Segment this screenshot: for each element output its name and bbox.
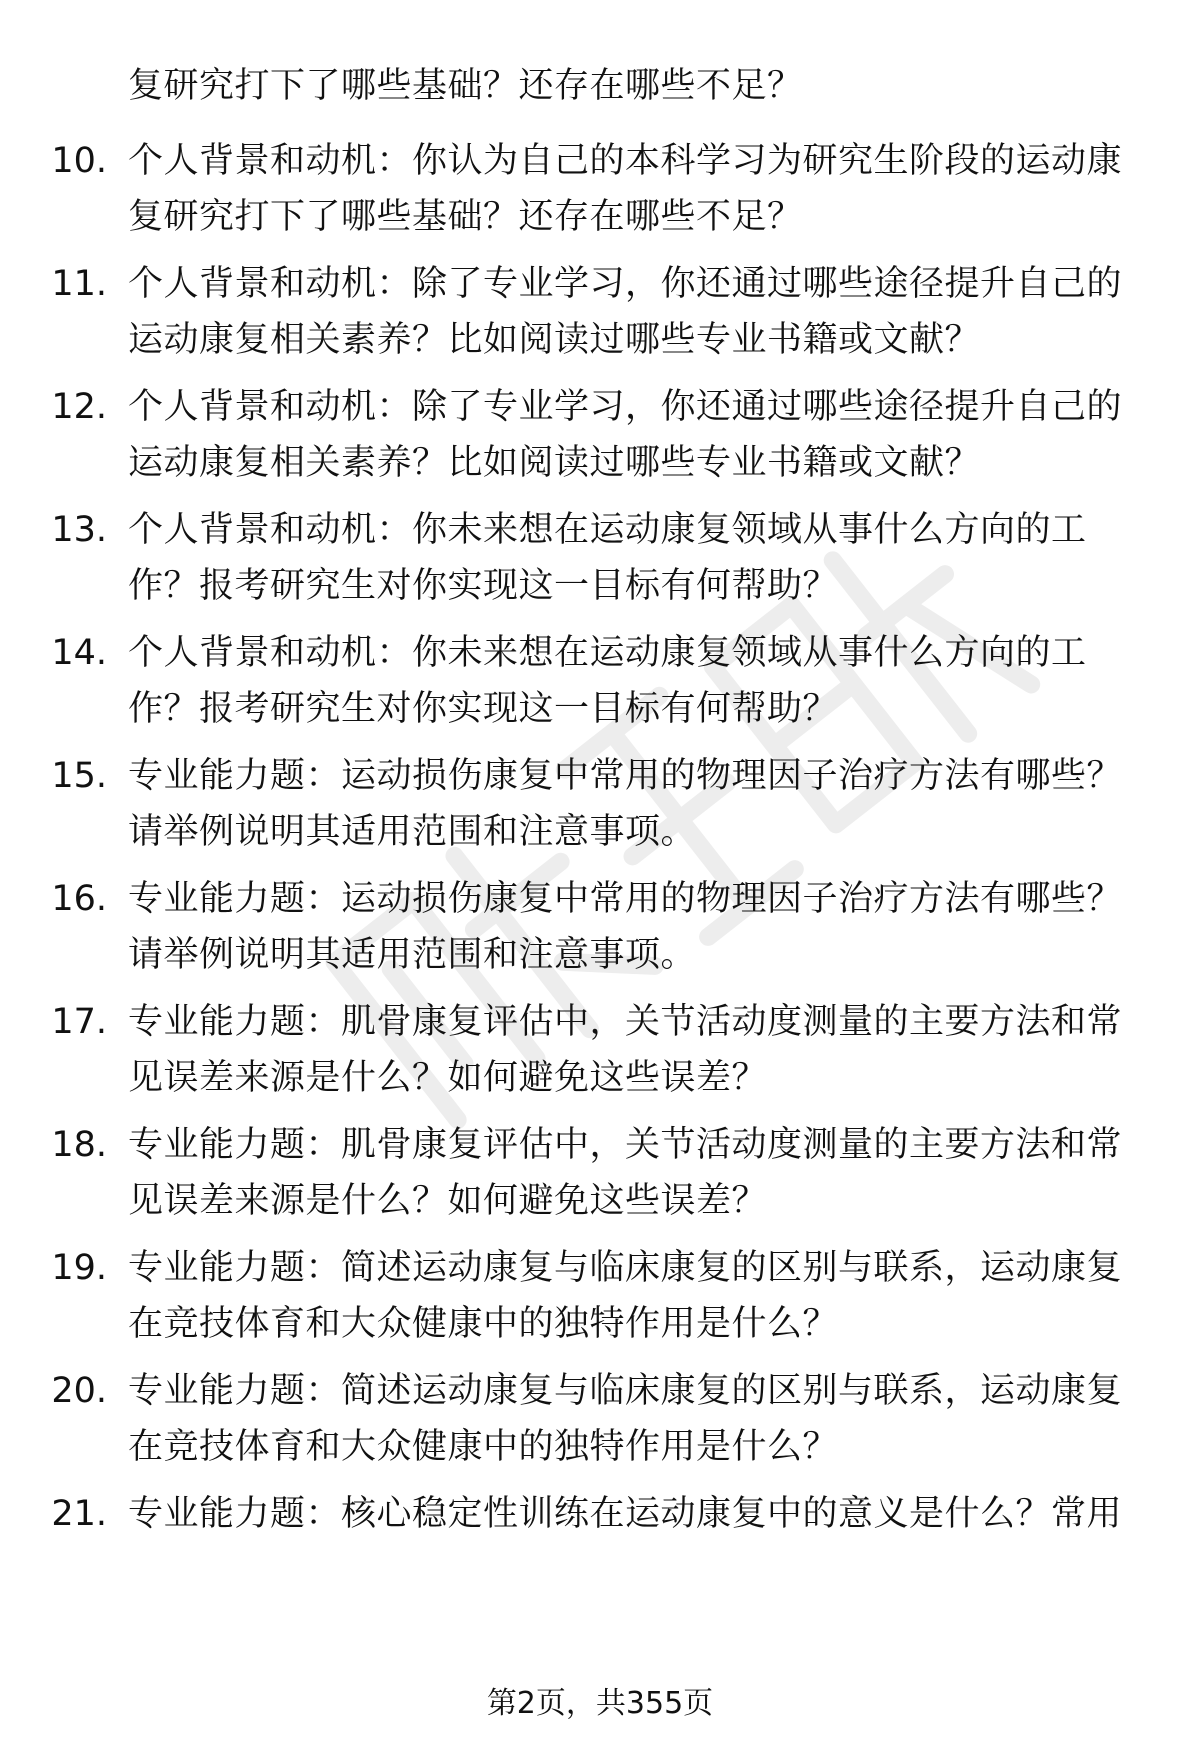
question-text-line: 请举例说明其适用范围和注意事项。 bbox=[128, 935, 697, 975]
question-text-line: 专业能力题：肌骨康复评估中，关节活动度测量的主要方法和常 bbox=[128, 1002, 1123, 1042]
question-list bbox=[0, 133, 1200, 1609]
question-number: 12. bbox=[51, 387, 107, 427]
question-number: 21. bbox=[51, 1494, 107, 1534]
question-item bbox=[0, 1486, 1200, 1609]
question-number: 13. bbox=[51, 510, 107, 550]
question-text-line: 运动康复相关素养？比如阅读过哪些专业书籍或文献？ bbox=[128, 443, 981, 483]
question-number: 20. bbox=[51, 1371, 107, 1411]
question-text-line: 见误差来源是什么？如何避免这些误差？ bbox=[128, 1181, 768, 1221]
question-text-line: 在竞技体育和大众健康中的独特作用是什么？ bbox=[128, 1304, 839, 1344]
question-item bbox=[0, 994, 1200, 1117]
page-footer: 第2页，共355页 bbox=[486, 1686, 714, 1721]
question-item bbox=[0, 1117, 1200, 1240]
question-number: 10. bbox=[51, 141, 107, 181]
question-text-line: 在竞技体育和大众健康中的独特作用是什么？ bbox=[128, 1427, 839, 1467]
question-item bbox=[0, 871, 1200, 994]
question-text-line: 专业能力题：运动损伤康复中常用的物理因子治疗方法有哪些？ bbox=[128, 879, 1123, 919]
question-text-line: 请举例说明其适用范围和注意事项。 bbox=[128, 812, 697, 852]
question-number: 16. bbox=[51, 879, 107, 919]
question-item bbox=[0, 625, 1200, 748]
question-text-line: 作？报考研究生对你实现这一目标有何帮助？ bbox=[128, 689, 839, 729]
question-text-line: 专业能力题：运动损伤康复中常用的物理因子治疗方法有哪些？ bbox=[128, 756, 1123, 796]
question-item bbox=[0, 502, 1200, 625]
question-item bbox=[0, 748, 1200, 871]
question-number: 17. bbox=[51, 1002, 107, 1042]
question-number: 11. bbox=[51, 264, 107, 304]
question-item bbox=[0, 1240, 1200, 1363]
question-text-line: 个人背景和动机：你未来想在运动康复领域从事什么方向的工 bbox=[128, 510, 1087, 550]
question-item bbox=[0, 256, 1200, 379]
question-text-line: 作？报考研究生对你实现这一目标有何帮助？ bbox=[128, 566, 839, 606]
question-number: 19. bbox=[51, 1248, 107, 1288]
question-text-line: 专业能力题：简述运动康复与临床康复的区别与联系，运动康复 bbox=[128, 1371, 1123, 1411]
question-text-line: 专业能力题：肌骨康复评估中，关节活动度测量的主要方法和常 bbox=[128, 1125, 1123, 1165]
question-text-line: 个人背景和动机：除了专业学习，你还通过哪些途径提升自己的 bbox=[128, 264, 1123, 304]
question-text-line: 运动康复相关素养？比如阅读过哪些专业书籍或文献？ bbox=[128, 320, 981, 360]
question-text-line: 见误差来源是什么？如何避免这些误差？ bbox=[128, 1058, 768, 1098]
question-item bbox=[0, 379, 1200, 502]
question-text-line: 专业能力题：核心稳定性训练在运动康复中的意义是什么？常用 bbox=[128, 1494, 1123, 1534]
question-item bbox=[0, 1363, 1200, 1486]
question-text-line: 复研究打下了哪些基础？还存在哪些不足？ bbox=[128, 197, 803, 237]
question-number: 18. bbox=[51, 1125, 107, 1165]
question-number: 15. bbox=[51, 756, 107, 796]
question-item bbox=[0, 133, 1200, 256]
question-text-line: 个人背景和动机：你未来想在运动康复领域从事什么方向的工 bbox=[128, 633, 1087, 673]
question-text-line: 个人背景和动机：除了专业学习，你还通过哪些途径提升自己的 bbox=[128, 387, 1123, 427]
question-number: 14. bbox=[51, 633, 107, 673]
continuation-text: 复研究打下了哪些基础？还存在哪些不足？ bbox=[128, 66, 803, 106]
question-text-line: 专业能力题：简述运动康复与临床康复的区别与联系，运动康复 bbox=[128, 1248, 1123, 1288]
question-text-line: 个人背景和动机：你认为自己的本科学习为研究生阶段的运动康 bbox=[128, 141, 1123, 181]
